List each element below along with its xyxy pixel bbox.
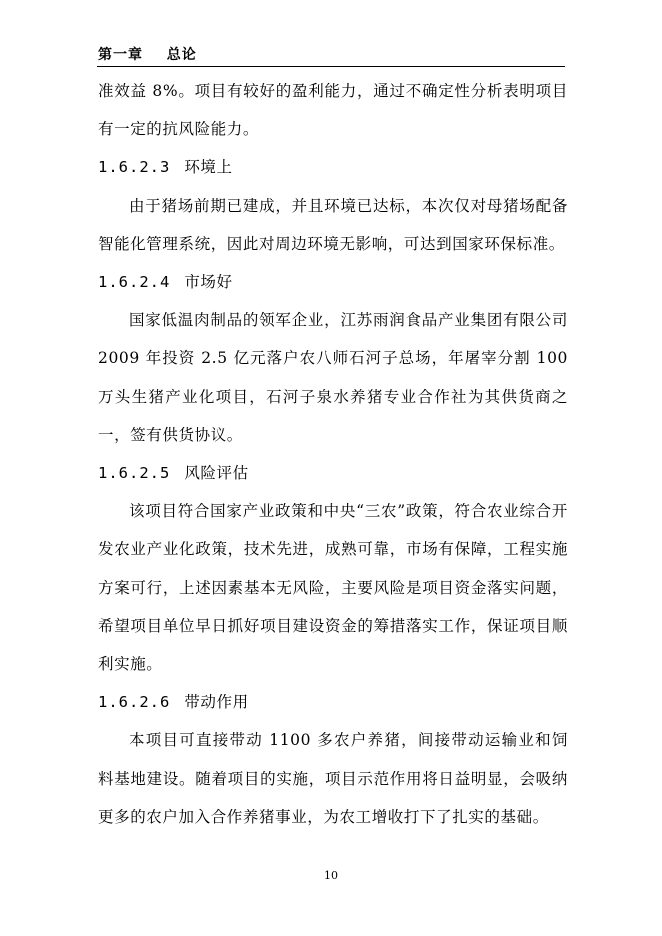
section-title: 风险评估 <box>184 464 249 483</box>
section-title: 带动作用 <box>184 693 249 712</box>
header-rule <box>97 66 565 67</box>
paragraph-environment: 由于猪场前期已建成，并且环境已达标，本次仅对母猪场配备智能化管理系统，因此对周边环境无影响，可达到国家环保标准。 <box>98 196 568 253</box>
section-number: 1.6.2.6 <box>98 693 171 712</box>
running-header <box>98 44 197 64</box>
paragraph-continued: 准效益 8%。项目有较好的盈利能力，通过不确定性分析表明项目有一定的抗风险能力。 <box>98 82 568 139</box>
section-title: 市场好 <box>184 273 233 292</box>
section-heading-environment <box>98 148 568 186</box>
paragraph-risk: 该项目符合国家产业政策和中央“三农”政策，符合农业综合开发农业产业化政策，技术先进，成熟可靠，市场有保障，工程实施方案可行，上述因素基本无风险，主要风险是项目资金落实问题，希望项目单位早日抓好项目建设资金的筹措落实工作，保证项目顺利实施。 <box>98 502 568 674</box>
page-number: 10 <box>324 869 338 882</box>
header-title: 总论 <box>166 47 197 63</box>
section-heading-impact <box>98 683 568 721</box>
section-number: 1.6.2.3 <box>98 158 171 177</box>
paragraph-impact: 本项目可直接带动 1100 多农户养猪，间接带动运输业和饲料基地建设。随着项目的实施，项目示范作用将日益明显，会吸纳更多的农户加入合作养猪事业，为农工增收打下了扎实的基础。 <box>98 731 568 826</box>
section-heading-market <box>98 263 568 301</box>
section-number: 1.6.2.5 <box>98 464 171 483</box>
paragraph-market: 国家低温肉制品的领军企业，江苏雨润食品产业集团有限公司 2009 年投资 2.5 亿元落户农八师石河子总场，年屠宰分割 100 万头生猪产业化项目，石河子泉水养猪专业合作社为其供货商之一，签有供货协议。 <box>98 311 568 444</box>
section-number: 1.6.2.4 <box>98 273 171 292</box>
section-heading-risk <box>98 454 568 492</box>
section-title: 环境上 <box>184 158 233 177</box>
body-text <box>98 72 568 836</box>
header-chapter: 第一章 <box>98 47 143 63</box>
